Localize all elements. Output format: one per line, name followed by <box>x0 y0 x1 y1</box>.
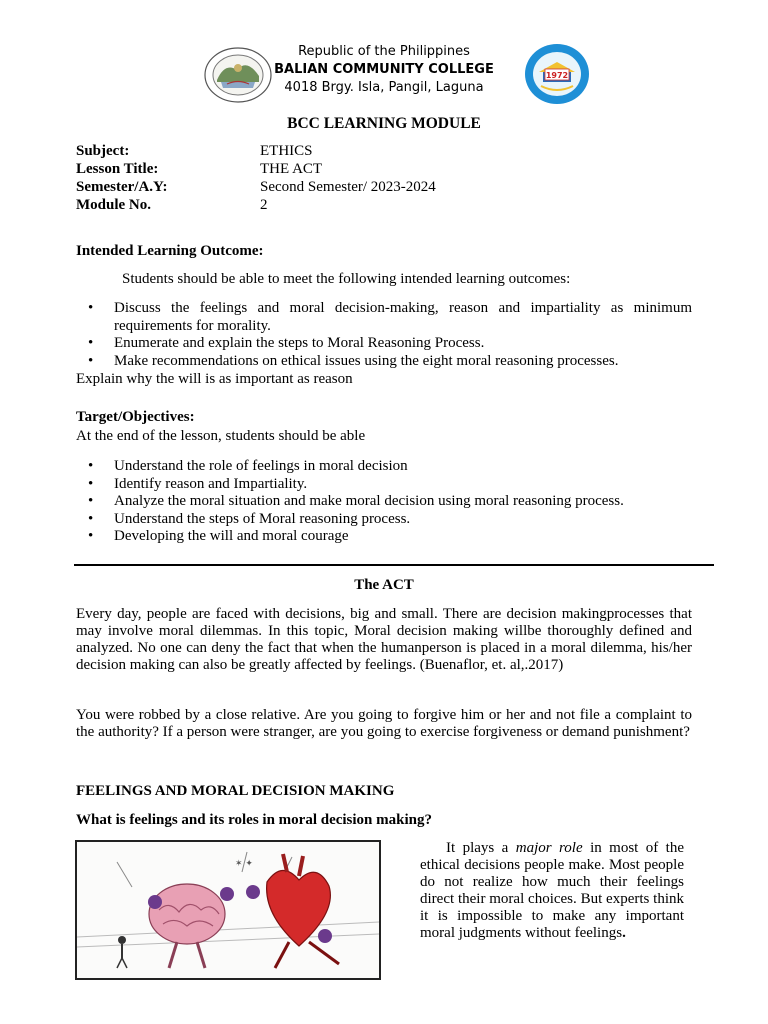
paragraph-scenario: You were robbed by a close relative. Are you going to forgive him or her and not file a complaint to the authority? If a person were stranger, are you going to exercise forgiveness or demand punishment? <box>76 707 692 740</box>
meta-key: Semester/A.Y: <box>76 179 168 195</box>
svg-text:✶ ✦: ✶ ✦ <box>235 859 253 869</box>
objectives-list <box>76 458 692 546</box>
feelings-question: What is feelings and its roles in moral decision making? <box>76 812 433 828</box>
ilo-list <box>76 300 692 370</box>
list-item: • Identify reason and Impartiality. <box>76 476 692 494</box>
meta-value: Second Semester/ 2023-2024 <box>260 179 436 195</box>
meta-key: Subject: <box>76 143 130 159</box>
meta-key: Lesson Title: <box>76 161 159 177</box>
meta-key: Module No. <box>76 197 151 213</box>
feelings-text-start: It plays a <box>446 840 516 856</box>
paragraph-intro: Every day, people are faced with decisions, big and small. There are decision makingprocesses that may involve moral dilemmas. In this topic, Moral decision making willbe thoroughly defined and analyzed. No one can deny the fact that when the humanperson is placed in a moral dilemma, his/her decision making can also be greatly affected by feelings. (Buenaflor, et. al,.2017) <box>76 606 692 673</box>
meta-value: ETHICS <box>260 143 313 159</box>
objectives-heading: Target/Objectives: <box>76 409 195 425</box>
feelings-text-end: . <box>622 925 626 941</box>
header-college-name: BALIAN COMMUNITY COLLEGE <box>274 62 494 77</box>
feelings-text-emphasis: major role <box>515 840 583 856</box>
ilo-intro: Students should be able to meet the following intended learning outcomes: <box>122 271 571 287</box>
meta-value: THE ACT <box>260 161 323 177</box>
seal-year: 1972 <box>545 71 569 80</box>
list-item: • Enumerate and explain the steps to Moral Reasoning Process. <box>76 335 692 353</box>
feelings-paragraph <box>420 840 684 942</box>
bcc-college-seal-icon <box>523 42 591 106</box>
feelings-heading: FEELINGS AND MORAL DECISION MAKING <box>76 783 395 799</box>
ilo-heading: Intended Learning Outcome: <box>76 243 264 259</box>
ilo-extra: Explain why the will is as important as reason <box>76 371 353 387</box>
list-item: • Developing the will and moral courage <box>76 528 692 546</box>
section-divider <box>74 564 714 566</box>
module-title: BCC LEARNING MODULE <box>287 115 481 132</box>
meta-value: 2 <box>260 197 268 213</box>
header-country: Republic of the Philippines <box>298 44 470 59</box>
list-item: • Understand the steps of Moral reasoning process. <box>76 511 692 529</box>
header-address: 4018 Brgy. Isla, Pangil, Laguna <box>284 80 484 95</box>
brain-vs-heart-boxing-illustration <box>75 840 381 980</box>
list-item: • Discuss the feelings and moral decision-making, reason and impartiality as minimum requirements for morality. <box>76 300 692 335</box>
feelings-text-rest: in most of the ethical decisions people make. Most people do not realize how much their feelings direct their moral choices. But experts think it is impossible to make any important moral judgments without feelings <box>420 840 684 941</box>
section-title: The ACT <box>354 577 414 593</box>
list-item: • Make recommendations on ethical issues using the eight moral reasoning processes. <box>76 353 692 371</box>
list-item: • Understand the role of feelings in moral decision <box>76 458 692 476</box>
objectives-intro: At the end of the lesson, students should be able <box>76 428 366 444</box>
list-item: • Analyze the moral situation and make moral decision using moral reasoning process. <box>76 493 692 511</box>
